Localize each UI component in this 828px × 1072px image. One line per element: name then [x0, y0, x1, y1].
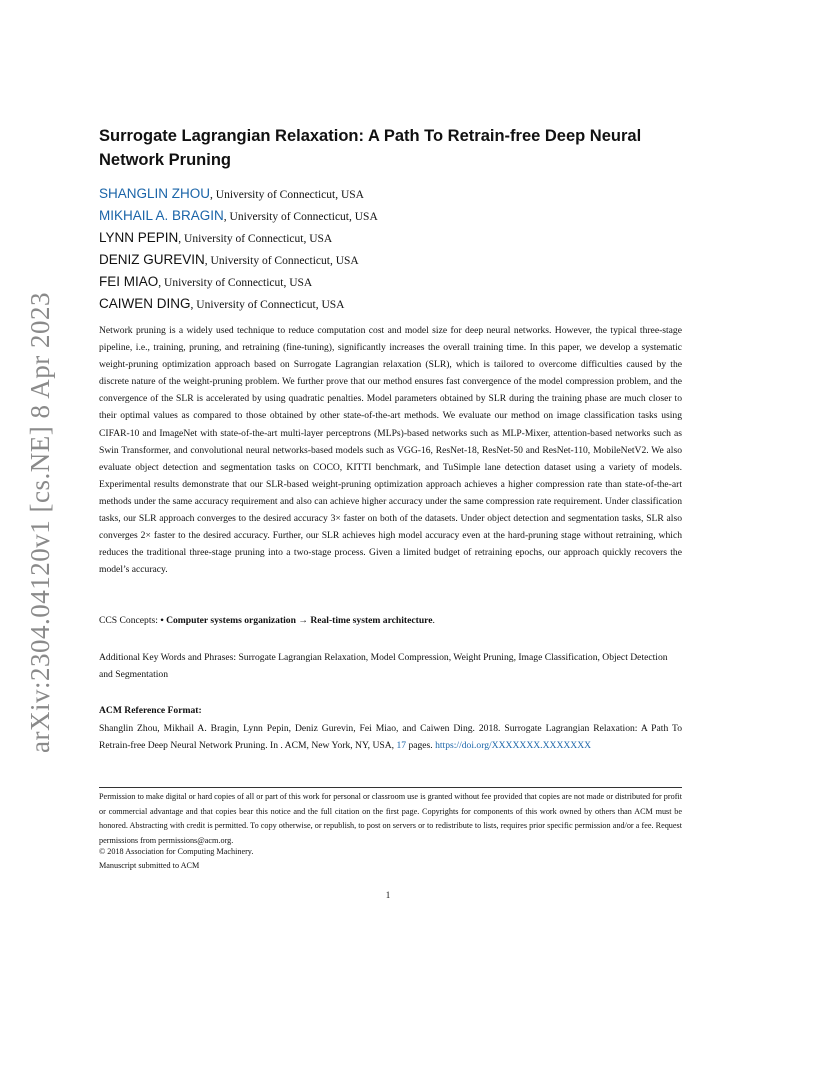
author-name: LYNN PEPIN — [99, 230, 179, 245]
author-affiliation: , University of Connecticut, USA — [158, 277, 313, 289]
author-affiliation: , University of Connecticut, USA — [210, 189, 364, 201]
author-affiliation: , University of Connecticut, USA — [178, 233, 333, 245]
ccs-suffix: . — [432, 615, 435, 626]
author-name: FEI MIAO — [99, 274, 159, 289]
author-name: DENIZ GUREVIN — [99, 252, 205, 267]
ccs-concepts — [99, 612, 682, 629]
author-affiliation: , University of Connecticut, USA — [223, 211, 378, 223]
pages-suffix: pages. — [406, 740, 436, 751]
author-name: CAIWEN DING — [99, 296, 191, 311]
author-name-link[interactable]: MIKHAIL A. BRAGIN — [99, 208, 224, 223]
pages-link[interactable]: 17 — [396, 740, 407, 751]
abstract: Network pruning is a widely used technique to reduce computation cost and model size for deep neural networks. However, the typical three-stage pipeline, i.e., training, pruning, and retraining (fine-tuning), significantly increases the overall training time. In this paper, we develop a systematic weight-pruning optimization approach based on Surrogate Lagrangian relaxation (SLR), which is tailored to overcome difficulties caused by the discrete nature of the weight-pruning problem. We further prove that our method ensures fast convergence of the model compression problem, and the convergence of the SLR is accelerated by using quadratic penalties. Model parameters obtained by SLR during the training phase are much closer to their optimal values as compared to those obtained by other state-of-the-art methods. We evaluate our method on image classification tasks using CIFAR-10 and ImageNet with state-of-the-art multi-layer perceptrons (MLPs)-based networks such as MLP-Mixer, attention-based networks such as Swin Transformer, and convolutional neural networks-based models such as VGG-16, ResNet-18, ResNet-50 and ResNet-110, MobileNetV2. We also evaluate object detection and segmentation tasks on COCO, KITTI benchmark, and TuSimple lane detection dataset using a variety of models. Experimental results demonstrate that our SLR-based weight-pruning optimization approach achieves a higher compression rate than state-of-the-art methods under the same accuracy requirement and also can achieve higher accuracy under the same compression rate requirement. Under classification tasks, our SLR approach converges to the desired accuracy 3× faster on both of the datasets. Under object detection and segmentation tasks, SLR also converges 2× faster to the desired accuracy. Further, our SLR achieves high model accuracy even at the hard-pruning stage without retraining, which reduces the traditional three-stage pruning into a two-stage process. Given a limited budget of retraining epochs, our approach quickly recovers the model’s accuracy. — [99, 325, 682, 576]
author-entry — [99, 271, 699, 293]
acm-reference-heading: ACM Reference Format: — [99, 705, 202, 716]
arxiv-stamp — [18, 292, 62, 752]
page-number: 1 — [385, 890, 391, 900]
author-affiliation: , University of Connecticut, USA — [204, 255, 359, 267]
ccs-concept: • Computer systems organization → Real-time system architecture — [160, 615, 433, 626]
acm-reference — [99, 720, 682, 754]
permission-notice: Permission to make digital or hard copies of all or part of this work for personal or classroom use is granted without fee provided that copies are not made or distributed for profit or commercial advantage and that copies bear this notice and the full citation on the first page. Copyrights for components of this work owned by others than ACM must be honored. Abstracting with credit is permitted. To copy otherwise, or republish, to post on servers or to redistribute to lists, requires prior specific permission and/or a fee. Request permissions from permissions@acm.org. — [99, 792, 682, 845]
author-entry — [99, 205, 699, 227]
footnote-rule — [99, 787, 682, 788]
author-entry — [99, 183, 699, 205]
acm-reference-text: Shanglin Zhou, Mikhail A. Bragin, Lynn Pepin, Deniz Gurevin, Fei Miao, and Caiwen Ding. 2018. Surrogate Lagrangian Relaxation: A Path To Retrain-free Deep Neural Network Pruning. In . ACM, New York, NY, USA, — [99, 723, 682, 751]
author-entry — [99, 227, 699, 249]
keywords: Additional Key Words and Phrases: Surrogate Lagrangian Relaxation, Model Compression, Weight Pruning, Image Classification, Object Detection and Segmentation — [99, 652, 668, 680]
doi-link[interactable]: https://doi.org/XXXXXXX.XXXXXXX — [435, 740, 592, 751]
author-name-link[interactable]: SHANGLIN ZHOU — [99, 186, 211, 201]
paper-title: Surrogate Lagrangian Relaxation: A Path To Retrain-free Deep Neural Network Pruning — [99, 127, 642, 169]
manuscript-note: Manuscript submitted to ACM — [99, 861, 200, 870]
ccs-prefix: CCS Concepts: — [99, 615, 161, 626]
author-entry — [99, 293, 699, 315]
author-entry — [99, 249, 699, 271]
author-affiliation: , University of Connecticut, USA — [190, 299, 345, 311]
arxiv-stamp-text: arXiv:2304.04120v1 [cs.NE] 8 Apr 2023 — [24, 291, 55, 753]
author-list — [99, 183, 699, 315]
copyright-line: © 2018 Association for Computing Machinery. — [99, 847, 254, 856]
